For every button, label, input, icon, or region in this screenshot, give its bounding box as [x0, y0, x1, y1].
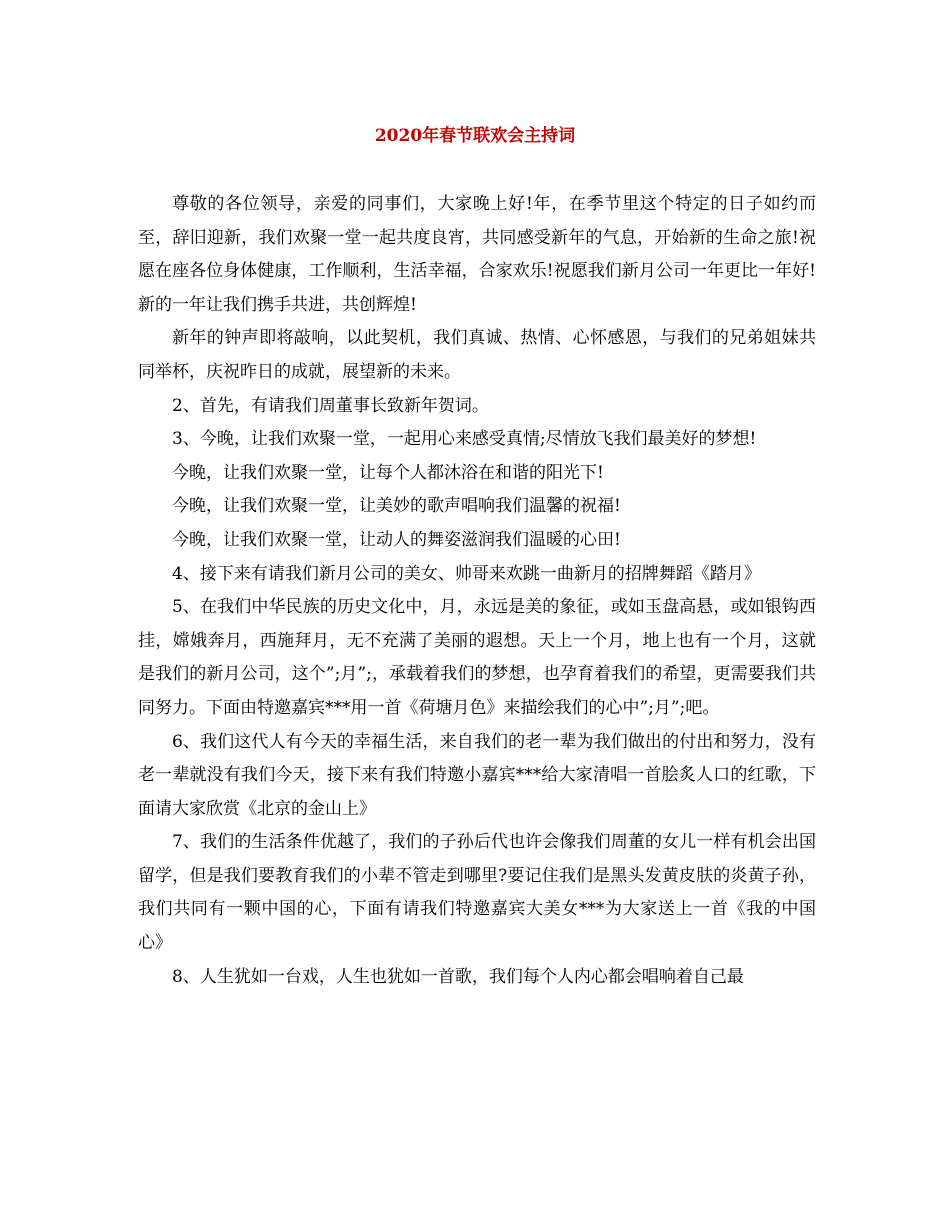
paragraph-item-5: 5、在我们中华民族的历史文化中，月，永远是美的象征，或如玉盘高悬，或如银钩西挂，嫦娥奔月，西施拜月，无不充满了美丽的遐想。天上一个月，地上也有一个月，这就是我们的新月公司，这个”;月”;，承载着我们的梦想，也孕育着我们的希望，更需要我们共同努力。下面由特邀嘉宾***用一首《荷塘月色》来描绘我们的心中”;月”;吧。 — [138, 597, 816, 718]
paragraph-tonight-2: 今晚，让我们欢聚一堂，让美妙的歌声唱响我们温馨的祝福! — [172, 496, 621, 517]
paragraph-item-3: 3、今晚，让我们欢聚一堂，一起用心来感受真情;尽情放飞我们最美好的梦想! — [172, 429, 757, 450]
paragraph-new-year-bell: 新年的钟声即将敲响，以此契机，我们真诚、热情、心怀感恩，与我们的兄弟姐妹共同举杯，庆祝昨日的成就，展望新的未来。 — [138, 328, 816, 382]
paragraph-tonight-1: 今晚，让我们欢聚一堂，让每个人都沐浴在和谐的阳光下! — [172, 462, 604, 483]
document-body — [138, 188, 816, 994]
document-title: 2020年春节联欢会主持词 — [374, 126, 576, 146]
paragraph-greeting: 尊敬的各位领导，亲爱的同事们，大家晚上好!年，在季节里这个特定的日子如约而至，辞旧迎新，我们欢聚一堂一起共度良宵，共同感受新年的气息，开始新的生命之旅!祝愿在座各位身体健康，工作顺利，生活幸福，合家欢乐!祝愿我们新月公司一年更比一年好!新的一年让我们携手共进，共创辉煌! — [138, 194, 816, 315]
paragraph-item-7: 7、我们的生活条件优越了，我们的子孙后代也许会像我们周董的女儿一样有机会出国留学，但是我们要教育我们的小辈不管走到哪里?要记住我们是黑头发黄皮肤的炎黄子孙，我们共同有一颗中国的心，下面有请我们特邀嘉宾大美女***为大家送上一首《我的中国心》 — [138, 832, 816, 954]
paragraph-item-4: 4、接下来有请我们新月公司的美女、帅哥来欢跳一曲新月的招牌舞蹈《踏月》 — [172, 563, 761, 584]
paragraph-item-6: 6、我们这代人有今天的幸福生活，来自我们的老一辈为我们做出的付出和努力，没有老一辈就没有我们今天，接下来有我们特邀小嘉宾***给大家清唱一首脍炙人口的红歌，下面请大家欣赏《北京的金山上》 — [138, 731, 816, 819]
paragraph-item-8: 8、人生犹如一台戏，人生也犹如一首歌，我们每个人内心都会唱响着自己最 — [172, 966, 744, 987]
paragraph-tonight-3: 今晚，让我们欢聚一堂，让动人的舞姿滋润我们温暖的心田! — [172, 529, 621, 550]
paragraph-item-2: 2、首先，有请我们周董事长致新年贺词。 — [172, 395, 489, 416]
